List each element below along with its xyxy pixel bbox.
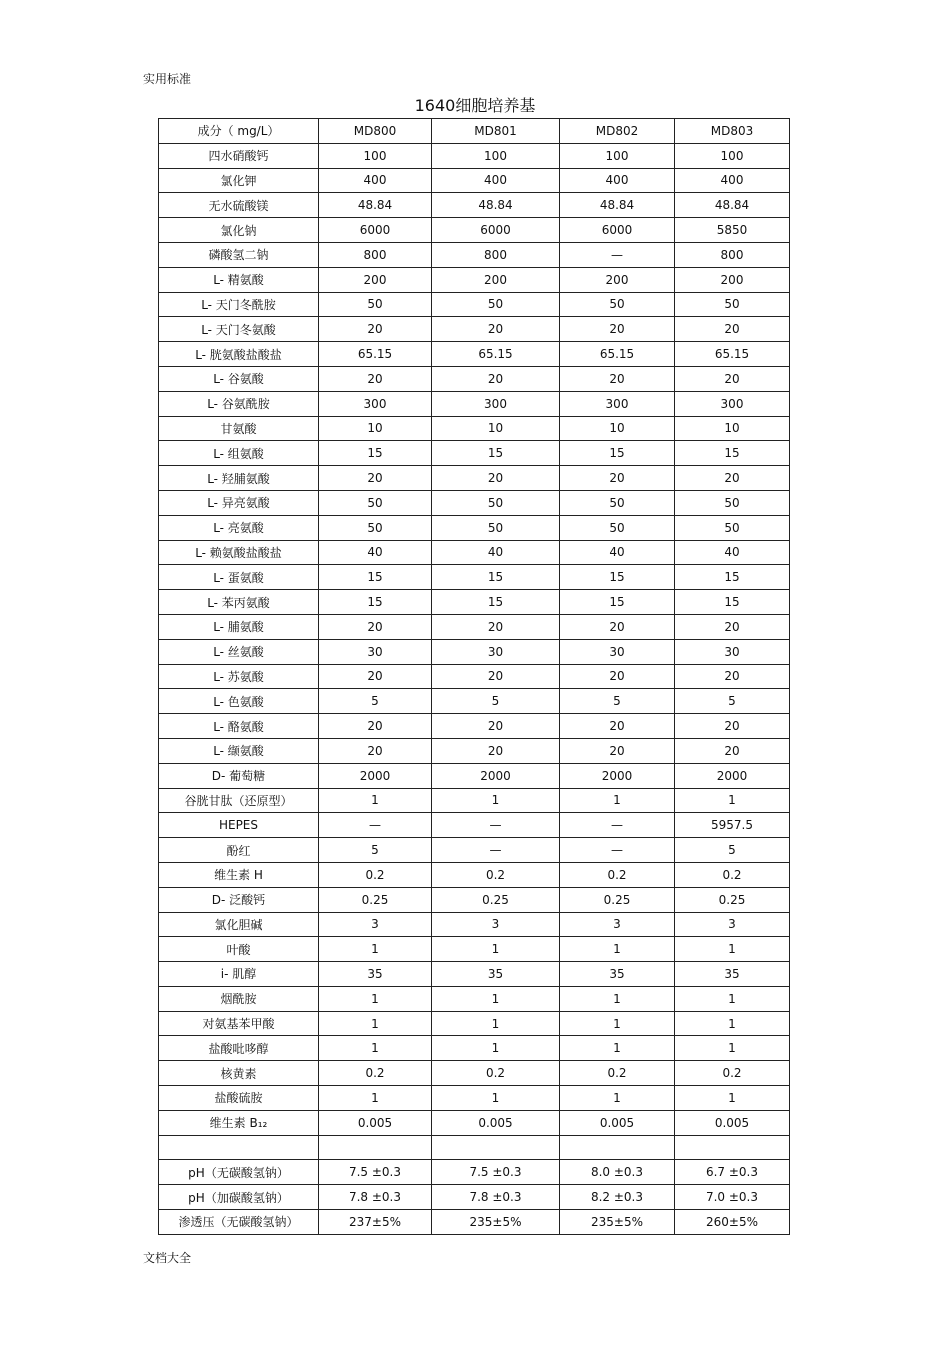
cell-md802: 8.2 ±0.3 (560, 1185, 675, 1210)
column-header-component: 成分（ mg/L） (159, 119, 319, 144)
cell-component: L- 异亮氨酸 (159, 490, 319, 515)
table-row (159, 242, 790, 267)
table-row (159, 218, 790, 243)
cell-md802: 1 (560, 1036, 675, 1061)
cell-component: L- 苯丙氨酸 (159, 590, 319, 615)
cell-md803: 6.7 ±0.3 (675, 1160, 790, 1185)
cell-md803 (675, 1135, 790, 1160)
cell-md803: 65.15 (675, 342, 790, 367)
cell-md800: 100 (319, 143, 432, 168)
cell-md802: 0.25 (560, 887, 675, 912)
cell-component: D- 泛酸钙 (159, 887, 319, 912)
cell-md802: 35 (560, 962, 675, 987)
cell-md801: 3 (432, 912, 560, 937)
cell-component: L- 谷氨酸 (159, 366, 319, 391)
cell-md803: 1 (675, 788, 790, 813)
cell-component: pH（加碳酸氢钠） (159, 1185, 319, 1210)
cell-md803: 20 (675, 714, 790, 739)
cell-component: 核黄素 (159, 1061, 319, 1086)
cell-component: 氯化胆碱 (159, 912, 319, 937)
cell-md802: 40 (560, 540, 675, 565)
table-row (159, 366, 790, 391)
cell-md803: 200 (675, 267, 790, 292)
cell-md802: 300 (560, 391, 675, 416)
cell-md800: 20 (319, 738, 432, 763)
cell-md802: 235±5% (560, 1210, 675, 1235)
table-row (159, 862, 790, 887)
cell-md800: 15 (319, 565, 432, 590)
cell-md801: 800 (432, 242, 560, 267)
cell-md800: 15 (319, 441, 432, 466)
cell-component: L- 亮氨酸 (159, 515, 319, 540)
cell-md800: 7.8 ±0.3 (319, 1185, 432, 1210)
table-row (159, 1135, 790, 1160)
cell-md800: 20 (319, 664, 432, 689)
cell-md801: 20 (432, 714, 560, 739)
cell-md801: 0.2 (432, 862, 560, 887)
cell-md801: 5 (432, 689, 560, 714)
cell-md802: 50 (560, 292, 675, 317)
cell-md800: 6000 (319, 218, 432, 243)
cell-md803: 1 (675, 1011, 790, 1036)
cell-md800: — (319, 813, 432, 838)
cell-md802: 10 (560, 416, 675, 441)
cell-md800: 5 (319, 689, 432, 714)
header-note: 实用标准 (143, 72, 192, 86)
cell-md801: 235±5% (432, 1210, 560, 1235)
cell-component: L- 脯氨酸 (159, 614, 319, 639)
cell-md803: 20 (675, 738, 790, 763)
table-row (159, 1160, 790, 1185)
cell-md802: 1 (560, 1011, 675, 1036)
table-header-row (159, 119, 790, 144)
cell-md801: 7.5 ±0.3 (432, 1160, 560, 1185)
cell-md802: 50 (560, 490, 675, 515)
cell-md801: 10 (432, 416, 560, 441)
table-row (159, 738, 790, 763)
cell-component: L- 赖氨酸盐酸盐 (159, 540, 319, 565)
cell-md803: 35 (675, 962, 790, 987)
cell-md800: 0.25 (319, 887, 432, 912)
cell-component: L- 苏氨酸 (159, 664, 319, 689)
cell-md803: 15 (675, 441, 790, 466)
cell-md803: 50 (675, 490, 790, 515)
cell-md801: 0.005 (432, 1110, 560, 1135)
cell-md803: 20 (675, 664, 790, 689)
cell-component: 叶酸 (159, 937, 319, 962)
cell-md800: 20 (319, 466, 432, 491)
table-row (159, 540, 790, 565)
cell-md803: 7.0 ±0.3 (675, 1185, 790, 1210)
cell-md803: 50 (675, 515, 790, 540)
cell-md800: 1 (319, 1036, 432, 1061)
cell-md800: 20 (319, 714, 432, 739)
table-row (159, 168, 790, 193)
table-row (159, 1061, 790, 1086)
table-row (159, 143, 790, 168)
cell-md800: 20 (319, 317, 432, 342)
cell-md802: 8.0 ±0.3 (560, 1160, 675, 1185)
cell-md800: 48.84 (319, 193, 432, 218)
cell-component: 对氨基苯甲酸 (159, 1011, 319, 1036)
table-row (159, 614, 790, 639)
cell-md803: 5 (675, 689, 790, 714)
cell-md801: 0.2 (432, 1061, 560, 1086)
cell-md802: 1 (560, 986, 675, 1011)
cell-component: pH（无碳酸氢钠） (159, 1160, 319, 1185)
cell-md802: 2000 (560, 763, 675, 788)
table-row (159, 416, 790, 441)
cell-md800: 20 (319, 366, 432, 391)
cell-md800: 30 (319, 639, 432, 664)
cell-md800: 65.15 (319, 342, 432, 367)
cell-md801: 20 (432, 664, 560, 689)
cell-md802: 15 (560, 441, 675, 466)
table-row (159, 193, 790, 218)
cell-md802: 48.84 (560, 193, 675, 218)
column-header-md802: MD802 (560, 119, 675, 144)
table-row (159, 391, 790, 416)
footer-note: 文档大全 (143, 1251, 192, 1265)
cell-md803: 30 (675, 639, 790, 664)
cell-md801: 6000 (432, 218, 560, 243)
table-row (159, 664, 790, 689)
cell-md800: 20 (319, 614, 432, 639)
cell-md800: 800 (319, 242, 432, 267)
cell-md801: 400 (432, 168, 560, 193)
cell-component: D- 葡萄糖 (159, 763, 319, 788)
cell-md801: 100 (432, 143, 560, 168)
cell-md803: 48.84 (675, 193, 790, 218)
cell-md802 (560, 1135, 675, 1160)
cell-component: 无水硫酸镁 (159, 193, 319, 218)
cell-md801: 20 (432, 738, 560, 763)
cell-md803: 15 (675, 565, 790, 590)
cell-md802: 20 (560, 714, 675, 739)
table-row (159, 788, 790, 813)
cell-md800: 0.2 (319, 1061, 432, 1086)
cell-md802: 1 (560, 788, 675, 813)
cell-md801: 7.8 ±0.3 (432, 1185, 560, 1210)
table-row (159, 887, 790, 912)
cell-md801: 20 (432, 466, 560, 491)
cell-component: 甘氨酸 (159, 416, 319, 441)
cell-md802: 3 (560, 912, 675, 937)
cell-md800: 10 (319, 416, 432, 441)
cell-md802: 15 (560, 565, 675, 590)
table-row (159, 1011, 790, 1036)
table-row (159, 689, 790, 714)
cell-md803: 40 (675, 540, 790, 565)
cell-md802: 5 (560, 689, 675, 714)
cell-md800: 15 (319, 590, 432, 615)
table-row (159, 962, 790, 987)
cell-md801: — (432, 838, 560, 863)
cell-md803: 2000 (675, 763, 790, 788)
cell-md801: 300 (432, 391, 560, 416)
table-row (159, 912, 790, 937)
table-row (159, 490, 790, 515)
table-row (159, 590, 790, 615)
cell-md802: 200 (560, 267, 675, 292)
cell-md800: 50 (319, 490, 432, 515)
cell-md801: 1 (432, 1036, 560, 1061)
cell-md801: 50 (432, 490, 560, 515)
table-row (159, 466, 790, 491)
table-row (159, 714, 790, 739)
cell-component: 烟酰胺 (159, 986, 319, 1011)
cell-md802: 1 (560, 1086, 675, 1111)
cell-md803: 20 (675, 466, 790, 491)
cell-md802: 400 (560, 168, 675, 193)
cell-md801: 30 (432, 639, 560, 664)
cell-component: 酚红 (159, 838, 319, 863)
cell-component: L- 羟脯氨酸 (159, 466, 319, 491)
cell-md800: 50 (319, 292, 432, 317)
cell-md800: 3 (319, 912, 432, 937)
cell-component: 四水硝酸钙 (159, 143, 319, 168)
cell-md802: 20 (560, 317, 675, 342)
cell-md800: 1 (319, 1011, 432, 1036)
cell-md802: 65.15 (560, 342, 675, 367)
cell-md801: 1 (432, 937, 560, 962)
table-row (159, 1036, 790, 1061)
cell-md800: 7.5 ±0.3 (319, 1160, 432, 1185)
cell-md800: 40 (319, 540, 432, 565)
cell-md803: 300 (675, 391, 790, 416)
cell-md800: 300 (319, 391, 432, 416)
cell-md803: 50 (675, 292, 790, 317)
cell-md803: 20 (675, 614, 790, 639)
table-row (159, 441, 790, 466)
cell-md803: 0.005 (675, 1110, 790, 1135)
cell-component: i- 肌醇 (159, 962, 319, 987)
cell-md801: 20 (432, 614, 560, 639)
cell-md802: 50 (560, 515, 675, 540)
cell-md801: 1 (432, 1011, 560, 1036)
cell-component: 氯化钾 (159, 168, 319, 193)
cell-md803: 0.2 (675, 862, 790, 887)
table-row (159, 565, 790, 590)
cell-md800: 0.2 (319, 862, 432, 887)
cell-md803: 10 (675, 416, 790, 441)
cell-md801 (432, 1135, 560, 1160)
cell-component: L- 组氨酸 (159, 441, 319, 466)
cell-md800: 5 (319, 838, 432, 863)
culture-medium-table (158, 118, 790, 1235)
column-header-md801: MD801 (432, 119, 560, 144)
cell-md800: 1 (319, 986, 432, 1011)
cell-md803: 100 (675, 143, 790, 168)
table-row (159, 342, 790, 367)
cell-md803: 1 (675, 937, 790, 962)
cell-md801: 2000 (432, 763, 560, 788)
cell-md801: 15 (432, 565, 560, 590)
cell-md802: 6000 (560, 218, 675, 243)
cell-md801: 1 (432, 788, 560, 813)
cell-md803: 260±5% (675, 1210, 790, 1235)
cell-md801: 20 (432, 317, 560, 342)
cell-md802: — (560, 813, 675, 838)
cell-component: 谷胱甘肽（还原型） (159, 788, 319, 813)
cell-component: 维生素 H (159, 862, 319, 887)
cell-md801: 50 (432, 515, 560, 540)
cell-md802: — (560, 242, 675, 267)
cell-md802: 0.2 (560, 862, 675, 887)
table-row (159, 317, 790, 342)
column-header-md800: MD800 (319, 119, 432, 144)
table-header (159, 119, 790, 144)
cell-md802: — (560, 838, 675, 863)
cell-md803: 0.2 (675, 1061, 790, 1086)
cell-md800: 35 (319, 962, 432, 987)
cell-md803: 400 (675, 168, 790, 193)
cell-md803: 800 (675, 242, 790, 267)
table-body (159, 143, 790, 1234)
cell-component: 盐酸吡哆醇 (159, 1036, 319, 1061)
cell-md803: 1 (675, 1036, 790, 1061)
table-row (159, 1110, 790, 1135)
cell-md803: 5 (675, 838, 790, 863)
cell-md803: 5850 (675, 218, 790, 243)
table-row (159, 639, 790, 664)
cell-md802: 1 (560, 937, 675, 962)
cell-component: L- 精氨酸 (159, 267, 319, 292)
cell-md801: — (432, 813, 560, 838)
cell-md800: 200 (319, 267, 432, 292)
cell-component: 氯化钠 (159, 218, 319, 243)
cell-md801: 50 (432, 292, 560, 317)
cell-md802: 30 (560, 639, 675, 664)
page-title: 1640细胞培养基 (414, 96, 536, 115)
cell-component: 渗透压（无碳酸氢钠） (159, 1210, 319, 1235)
table-row (159, 292, 790, 317)
cell-md803: 20 (675, 317, 790, 342)
cell-md801: 0.25 (432, 887, 560, 912)
cell-component: L- 蛋氨酸 (159, 565, 319, 590)
cell-component: L- 天门冬氨酸 (159, 317, 319, 342)
cell-md801: 15 (432, 441, 560, 466)
table-row (159, 838, 790, 863)
cell-md803: 5957.5 (675, 813, 790, 838)
cell-md802: 0.005 (560, 1110, 675, 1135)
cell-md802: 20 (560, 738, 675, 763)
cell-component: 盐酸硫胺 (159, 1086, 319, 1111)
table-row (159, 937, 790, 962)
cell-md800: 1 (319, 788, 432, 813)
table-row (159, 813, 790, 838)
cell-md801: 48.84 (432, 193, 560, 218)
table-row (159, 267, 790, 292)
cell-md802: 20 (560, 664, 675, 689)
cell-component: L- 色氨酸 (159, 689, 319, 714)
cell-md801: 35 (432, 962, 560, 987)
cell-md801: 40 (432, 540, 560, 565)
cell-md802: 20 (560, 614, 675, 639)
cell-md803: 3 (675, 912, 790, 937)
cell-md801: 15 (432, 590, 560, 615)
cell-md800: 400 (319, 168, 432, 193)
cell-component: 维生素 B₁₂ (159, 1110, 319, 1135)
cell-component: L- 胱氨酸盐酸盐 (159, 342, 319, 367)
cell-component: L- 谷氨酰胺 (159, 391, 319, 416)
cell-md801: 200 (432, 267, 560, 292)
cell-md800: 50 (319, 515, 432, 540)
cell-md802: 15 (560, 590, 675, 615)
cell-md802: 20 (560, 366, 675, 391)
cell-md802: 20 (560, 466, 675, 491)
table-row (159, 1086, 790, 1111)
cell-md802: 0.2 (560, 1061, 675, 1086)
cell-md803: 1 (675, 1086, 790, 1111)
cell-md800: 2000 (319, 763, 432, 788)
cell-md803: 15 (675, 590, 790, 615)
cell-md800: 0.005 (319, 1110, 432, 1135)
cell-md800: 1 (319, 1086, 432, 1111)
table-row (159, 515, 790, 540)
cell-md803: 20 (675, 366, 790, 391)
cell-component: L- 缬氨酸 (159, 738, 319, 763)
table-row (159, 986, 790, 1011)
table-row (159, 1185, 790, 1210)
cell-md802: 100 (560, 143, 675, 168)
cell-md803: 0.25 (675, 887, 790, 912)
table-row (159, 1210, 790, 1235)
cell-md801: 65.15 (432, 342, 560, 367)
cell-md801: 20 (432, 366, 560, 391)
cell-md800 (319, 1135, 432, 1160)
cell-md801: 1 (432, 1086, 560, 1111)
cell-component: L- 丝氨酸 (159, 639, 319, 664)
cell-md800: 1 (319, 937, 432, 962)
cell-component: HEPES (159, 813, 319, 838)
cell-component (159, 1135, 319, 1160)
cell-md801: 1 (432, 986, 560, 1011)
cell-md800: 237±5% (319, 1210, 432, 1235)
cell-component: L- 天门冬酰胺 (159, 292, 319, 317)
column-header-md803: MD803 (675, 119, 790, 144)
cell-md803: 1 (675, 986, 790, 1011)
cell-component: 磷酸氢二钠 (159, 242, 319, 267)
cell-component: L- 酪氨酸 (159, 714, 319, 739)
table-row (159, 763, 790, 788)
